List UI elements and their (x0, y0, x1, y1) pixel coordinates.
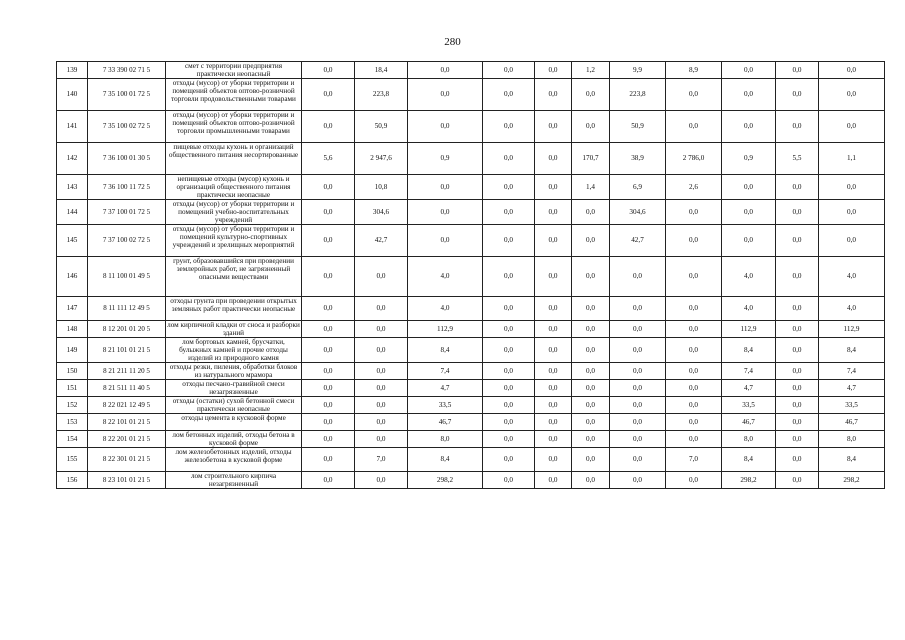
value-cell: 0,0 (302, 297, 355, 321)
row-number-cell: 150 (57, 363, 88, 380)
waste-name-cell: отходы (остатки) сухой бетонной смеси практически неопасные (166, 397, 302, 414)
waste-code-cell: 8 12 201 01 20 5 (88, 321, 166, 338)
value-cell: 5,6 (302, 143, 355, 175)
value-cell: 0,0 (483, 414, 535, 431)
row-number-cell: 144 (57, 200, 88, 225)
value-cell: 0,0 (722, 200, 776, 225)
waste-name-cell: грунт, образовавшийся при проведении землеройных работ, не загрязненный опасными веществами (166, 257, 302, 297)
value-cell: 8,4 (722, 448, 776, 472)
table-row (57, 111, 885, 143)
value-cell: 0,0 (355, 257, 408, 297)
waste-name-cell: лом бетонных изделий, отходы бетона в кусковой форме (166, 431, 302, 448)
value-cell: 0,0 (776, 62, 819, 79)
value-cell: 170,7 (572, 143, 610, 175)
row-number-cell: 156 (57, 472, 88, 489)
value-cell: 4,0 (408, 257, 483, 297)
value-cell: 0,0 (483, 472, 535, 489)
value-cell: 0,0 (666, 321, 722, 338)
value-cell: 0,0 (408, 79, 483, 111)
value-cell: 0,0 (572, 448, 610, 472)
value-cell: 8,0 (408, 431, 483, 448)
value-cell: 0,0 (483, 431, 535, 448)
value-cell: 0,0 (572, 338, 610, 363)
value-cell: 5,5 (776, 143, 819, 175)
value-cell: 0,0 (535, 257, 572, 297)
value-cell: 0,0 (610, 431, 666, 448)
value-cell: 0,0 (819, 111, 885, 143)
row-number-cell: 142 (57, 143, 88, 175)
waste-code-cell: 8 23 101 01 21 5 (88, 472, 166, 489)
value-cell: 0,0 (776, 380, 819, 397)
value-cell: 0,0 (572, 111, 610, 143)
table-row (57, 62, 885, 79)
table-row (57, 79, 885, 111)
value-cell: 0,0 (355, 297, 408, 321)
value-cell: 4,0 (408, 297, 483, 321)
value-cell: 0,0 (722, 175, 776, 200)
value-cell: 0,0 (572, 431, 610, 448)
value-cell: 0,0 (408, 225, 483, 257)
waste-code-cell: 8 22 301 01 21 5 (88, 448, 166, 472)
value-cell: 0,0 (355, 397, 408, 414)
value-cell: 0,0 (572, 380, 610, 397)
value-cell: 0,0 (776, 321, 819, 338)
value-cell: 0,0 (302, 397, 355, 414)
value-cell: 0,0 (819, 79, 885, 111)
value-cell: 0,0 (408, 62, 483, 79)
row-number-cell: 154 (57, 431, 88, 448)
value-cell: 8,4 (408, 448, 483, 472)
value-cell: 0,0 (722, 79, 776, 111)
waste-code-cell: 7 36 100 01 30 5 (88, 143, 166, 175)
value-cell: 33,5 (408, 397, 483, 414)
value-cell: 0,0 (819, 200, 885, 225)
value-cell: 298,2 (722, 472, 776, 489)
value-cell: 0,0 (408, 175, 483, 200)
value-cell: 0,0 (535, 321, 572, 338)
value-cell: 0,0 (302, 380, 355, 397)
value-cell: 0,0 (302, 321, 355, 338)
value-cell: 0,0 (535, 397, 572, 414)
value-cell: 8,0 (819, 431, 885, 448)
value-cell: 0,0 (483, 338, 535, 363)
value-cell: 0,0 (302, 257, 355, 297)
table-row (57, 431, 885, 448)
value-cell: 0,0 (610, 414, 666, 431)
value-cell: 0,0 (483, 380, 535, 397)
value-cell: 42,7 (610, 225, 666, 257)
waste-code-cell: 8 22 101 01 21 5 (88, 414, 166, 431)
value-cell: 298,2 (819, 472, 885, 489)
value-cell: 0,0 (572, 225, 610, 257)
waste-name-cell: смет с территории предприятия практически неопасный (166, 62, 302, 79)
value-cell: 0,0 (483, 397, 535, 414)
value-cell: 0,0 (776, 225, 819, 257)
value-cell: 0,0 (572, 363, 610, 380)
row-number-cell: 141 (57, 111, 88, 143)
value-cell: 0,0 (666, 225, 722, 257)
value-cell: 0,0 (610, 297, 666, 321)
value-cell: 18,4 (355, 62, 408, 79)
value-cell: 50,9 (610, 111, 666, 143)
value-cell: 0,0 (483, 79, 535, 111)
value-cell: 0,0 (722, 111, 776, 143)
value-cell: 0,0 (302, 111, 355, 143)
waste-name-cell: отходы цемента в кусковой форме (166, 414, 302, 431)
table-row (57, 363, 885, 380)
row-number-cell: 140 (57, 79, 88, 111)
row-number-cell: 148 (57, 321, 88, 338)
value-cell: 42,7 (355, 225, 408, 257)
value-cell: 0,0 (355, 414, 408, 431)
value-cell: 8,9 (666, 62, 722, 79)
value-cell: 0,0 (355, 363, 408, 380)
value-cell: 0,0 (666, 79, 722, 111)
value-cell: 38,9 (610, 143, 666, 175)
value-cell: 2,6 (666, 175, 722, 200)
value-cell: 0,0 (666, 363, 722, 380)
value-cell: 0,0 (819, 62, 885, 79)
waste-name-cell: отходы (мусор) от уборки территории и помещений культурно-спортивных учреждений и зрелищных мероприятий (166, 225, 302, 257)
value-cell: 0,0 (776, 448, 819, 472)
value-cell: 0,0 (572, 297, 610, 321)
value-cell: 2 786,0 (666, 143, 722, 175)
value-cell: 223,8 (610, 79, 666, 111)
row-number-cell: 152 (57, 397, 88, 414)
value-cell: 0,0 (302, 62, 355, 79)
value-cell: 0,0 (666, 338, 722, 363)
value-cell: 0,0 (776, 397, 819, 414)
value-cell: 0,0 (776, 414, 819, 431)
value-cell: 0,0 (535, 225, 572, 257)
waste-name-cell: лом строительного кирпича незагрязненный (166, 472, 302, 489)
value-cell: 0,0 (535, 414, 572, 431)
value-cell: 2 947,6 (355, 143, 408, 175)
value-cell: 298,2 (408, 472, 483, 489)
waste-name-cell: отходы (мусор) от уборки территории и помещений учебно-воспитательных учреждений (166, 200, 302, 225)
value-cell: 0,0 (302, 363, 355, 380)
waste-code-cell: 8 21 101 01 21 5 (88, 338, 166, 363)
waste-name-cell: отходы песчано-гравийной смеси незагрязненные (166, 380, 302, 397)
row-number-cell: 147 (57, 297, 88, 321)
table-row (57, 257, 885, 297)
value-cell: 46,7 (408, 414, 483, 431)
waste-code-cell: 8 22 021 12 49 5 (88, 397, 166, 414)
value-cell: 1,1 (819, 143, 885, 175)
value-cell: 0,0 (483, 321, 535, 338)
value-cell: 0,0 (610, 321, 666, 338)
waste-code-cell: 8 22 201 01 21 5 (88, 431, 166, 448)
value-cell: 0,0 (302, 200, 355, 225)
value-cell: 6,9 (610, 175, 666, 200)
value-cell: 0,0 (610, 338, 666, 363)
value-cell: 0,0 (610, 380, 666, 397)
value-cell: 304,6 (610, 200, 666, 225)
value-cell: 0,0 (572, 414, 610, 431)
value-cell: 0,0 (776, 200, 819, 225)
value-cell: 0,0 (819, 175, 885, 200)
waste-code-cell: 8 11 111 12 49 5 (88, 297, 166, 321)
value-cell: 7,0 (666, 448, 722, 472)
value-cell: 4,0 (722, 257, 776, 297)
value-cell: 1,2 (572, 62, 610, 79)
value-cell: 0,0 (666, 111, 722, 143)
value-cell: 0,0 (535, 380, 572, 397)
row-number-cell: 151 (57, 380, 88, 397)
table-row (57, 143, 885, 175)
waste-name-cell: пищевые отходы кухонь и организаций общественного питания несортированные (166, 143, 302, 175)
value-cell: 0,0 (666, 257, 722, 297)
value-cell: 0,0 (302, 175, 355, 200)
value-cell: 4,0 (819, 257, 885, 297)
value-cell: 4,0 (819, 297, 885, 321)
value-cell: 0,0 (535, 175, 572, 200)
waste-code-cell: 8 21 211 11 20 5 (88, 363, 166, 380)
value-cell: 0,0 (666, 200, 722, 225)
value-cell: 304,6 (355, 200, 408, 225)
value-cell: 0,0 (776, 338, 819, 363)
value-cell: 0,0 (572, 200, 610, 225)
row-number-cell: 153 (57, 414, 88, 431)
value-cell: 0,0 (666, 472, 722, 489)
table-row (57, 472, 885, 489)
value-cell: 0,0 (819, 225, 885, 257)
value-cell: 4,0 (722, 297, 776, 321)
value-cell: 0,0 (572, 321, 610, 338)
value-cell: 0,0 (483, 225, 535, 257)
value-cell: 0,0 (483, 257, 535, 297)
value-cell: 0,0 (302, 472, 355, 489)
value-cell: 0,0 (722, 225, 776, 257)
value-cell: 46,7 (722, 414, 776, 431)
value-cell: 0,0 (776, 363, 819, 380)
value-cell: 46,7 (819, 414, 885, 431)
table-row (57, 380, 885, 397)
value-cell: 0,0 (572, 472, 610, 489)
value-cell: 0,0 (535, 363, 572, 380)
table-row (57, 338, 885, 363)
value-cell: 112,9 (408, 321, 483, 338)
value-cell: 33,5 (819, 397, 885, 414)
value-cell: 0,0 (610, 448, 666, 472)
value-cell: 0,0 (666, 414, 722, 431)
value-cell: 7,4 (722, 363, 776, 380)
table-row (57, 321, 885, 338)
waste-code-cell: 7 35 100 02 72 5 (88, 111, 166, 143)
value-cell: 0,9 (408, 143, 483, 175)
value-cell: 0,0 (302, 338, 355, 363)
value-cell: 0,0 (666, 431, 722, 448)
value-cell: 0,0 (302, 414, 355, 431)
value-cell: 0,0 (535, 448, 572, 472)
value-cell: 10,8 (355, 175, 408, 200)
value-cell: 4,7 (722, 380, 776, 397)
waste-code-cell: 8 21 511 11 40 5 (88, 380, 166, 397)
value-cell: 0,0 (355, 472, 408, 489)
value-cell: 0,0 (572, 79, 610, 111)
value-cell: 0,0 (776, 472, 819, 489)
value-cell: 0,0 (535, 79, 572, 111)
page-number: 280 (444, 36, 461, 48)
value-cell: 8,4 (819, 448, 885, 472)
waste-name-cell: лом бортовых камней, брусчатки, булыжных камней и прочие отходы изделий из природного камня (166, 338, 302, 363)
value-cell: 0,0 (355, 380, 408, 397)
value-cell: 0,0 (355, 338, 408, 363)
waste-name-cell: непищевые отходы (мусор) кухонь и организаций общественного питания практически неопасные (166, 175, 302, 200)
value-cell: 0,0 (408, 111, 483, 143)
value-cell: 0,0 (483, 175, 535, 200)
waste-code-cell: 7 33 390 02 71 5 (88, 62, 166, 79)
waste-table (56, 61, 885, 489)
value-cell: 0,0 (610, 472, 666, 489)
waste-name-cell: отходы (мусор) от уборки территории и помещений объектов оптово-розничной торговли промышленными товарами (166, 111, 302, 143)
value-cell: 112,9 (819, 321, 885, 338)
value-cell: 8,4 (722, 338, 776, 363)
value-cell: 0,0 (483, 363, 535, 380)
value-cell: 0,0 (302, 448, 355, 472)
value-cell: 0,0 (610, 257, 666, 297)
value-cell: 0,0 (572, 397, 610, 414)
row-number-cell: 139 (57, 62, 88, 79)
value-cell: 0,0 (302, 79, 355, 111)
value-cell: 0,0 (483, 143, 535, 175)
value-cell: 9,9 (610, 62, 666, 79)
value-cell: 0,0 (535, 431, 572, 448)
value-cell: 0,0 (408, 200, 483, 225)
value-cell: 0,0 (535, 143, 572, 175)
value-cell: 0,0 (666, 380, 722, 397)
row-number-cell: 143 (57, 175, 88, 200)
value-cell: 0,0 (535, 111, 572, 143)
value-cell: 0,0 (776, 175, 819, 200)
value-cell: 8,0 (722, 431, 776, 448)
value-cell: 0,0 (483, 297, 535, 321)
table-row (57, 397, 885, 414)
table-row (57, 414, 885, 431)
value-cell: 50,9 (355, 111, 408, 143)
waste-code-cell: 7 36 100 11 72 5 (88, 175, 166, 200)
value-cell: 7,4 (408, 363, 483, 380)
value-cell: 4,7 (819, 380, 885, 397)
value-cell: 0,9 (722, 143, 776, 175)
row-number-cell: 149 (57, 338, 88, 363)
waste-name-cell: отходы резки, пиления, обработки блоков из натурального мрамора (166, 363, 302, 380)
value-cell: 33,5 (722, 397, 776, 414)
row-number-cell: 145 (57, 225, 88, 257)
value-cell: 0,0 (483, 448, 535, 472)
value-cell: 0,0 (535, 62, 572, 79)
value-cell: 0,0 (666, 397, 722, 414)
value-cell: 0,0 (355, 431, 408, 448)
value-cell: 0,0 (483, 200, 535, 225)
value-cell: 0,0 (302, 431, 355, 448)
waste-name-cell: лом кирпичной кладки от сноса и разборки зданий (167, 321, 300, 337)
value-cell: 223,8 (355, 79, 408, 111)
waste-code-cell: 7 37 100 02 72 5 (88, 225, 166, 257)
value-cell: 0,0 (483, 62, 535, 79)
row-number-cell: 146 (57, 257, 88, 297)
value-cell: 0,0 (483, 111, 535, 143)
value-cell: 0,0 (535, 200, 572, 225)
waste-name-cell: лом железобетонных изделий, отходы железобетона в кусковой форме (166, 448, 302, 472)
value-cell: 0,0 (776, 431, 819, 448)
value-cell: 7,0 (355, 448, 408, 472)
value-cell: 8,4 (408, 338, 483, 363)
waste-name-cell: отходы грунта при проведении открытых земляных работ практически неопасные (166, 297, 302, 321)
value-cell: 1,4 (572, 175, 610, 200)
value-cell: 0,0 (610, 397, 666, 414)
value-cell: 0,0 (666, 297, 722, 321)
value-cell: 112,9 (722, 321, 776, 338)
value-cell: 0,0 (535, 338, 572, 363)
value-cell: 0,0 (572, 257, 610, 297)
waste-code-cell: 8 11 100 01 49 5 (88, 257, 166, 297)
table-row (57, 297, 885, 321)
value-cell: 8,4 (819, 338, 885, 363)
value-cell: 0,0 (535, 297, 572, 321)
waste-code-cell: 7 37 100 01 72 5 (88, 200, 166, 225)
table-row (57, 448, 885, 472)
value-cell: 0,0 (776, 257, 819, 297)
value-cell: 0,0 (302, 225, 355, 257)
value-cell: 0,0 (776, 297, 819, 321)
waste-name-cell: отходы (мусор) от уборки территории и помещений объектов оптово-розничной торговли продовольственными товарами (166, 79, 302, 111)
value-cell: 0,0 (776, 111, 819, 143)
waste-code-cell: 7 35 100 01 72 5 (88, 79, 166, 111)
value-cell: 7,4 (819, 363, 885, 380)
row-number-cell: 155 (57, 448, 88, 472)
value-cell: 0,0 (776, 79, 819, 111)
value-cell: 0,0 (722, 62, 776, 79)
value-cell: 4,7 (408, 380, 483, 397)
value-cell: 0,0 (610, 363, 666, 380)
table-row (57, 175, 885, 200)
table-row (57, 225, 885, 257)
value-cell: 0,0 (535, 472, 572, 489)
table-row (57, 200, 885, 225)
value-cell: 0,0 (355, 321, 408, 338)
